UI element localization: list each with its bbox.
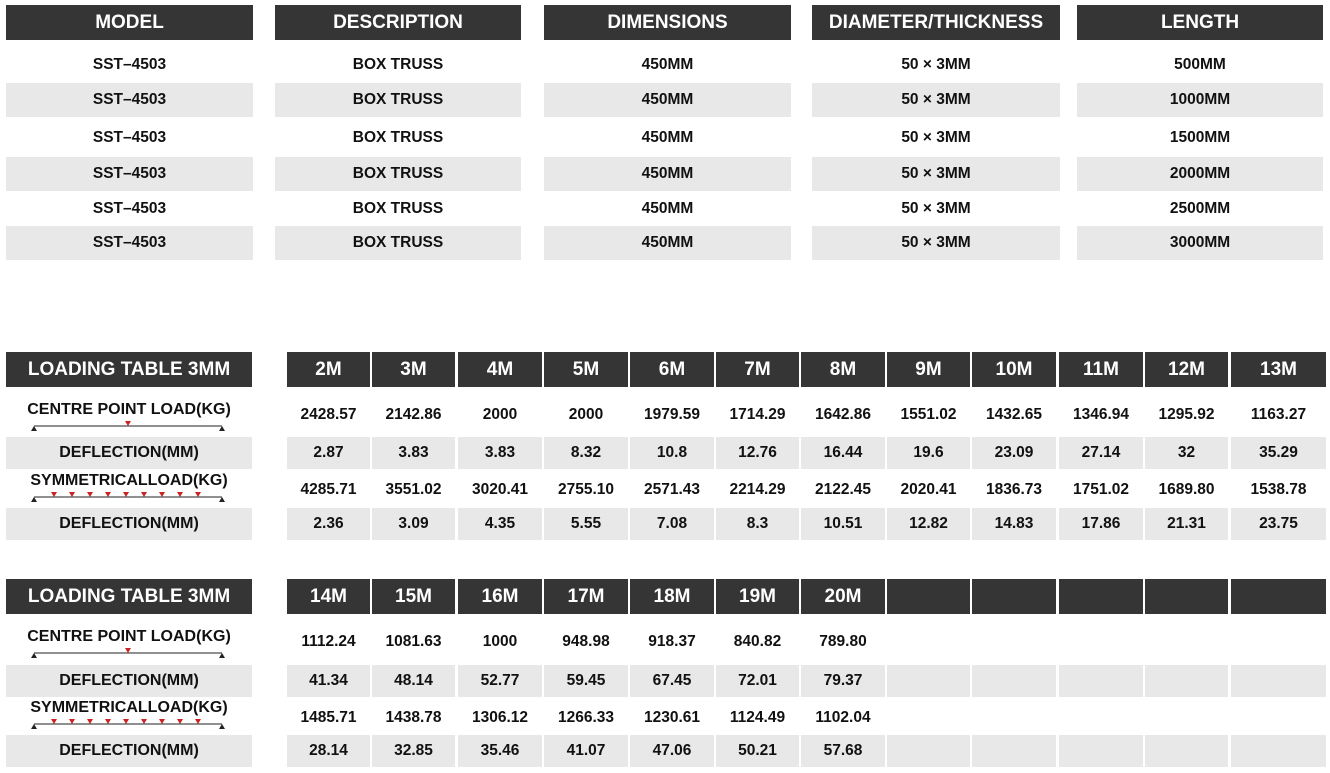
spec-header-length: LENGTH	[1077, 5, 1323, 40]
load-value: 3551.02	[385, 481, 442, 498]
span-header: 7M	[716, 352, 799, 387]
spec-cell-diameter-thickness: 50 × 3MM	[901, 55, 971, 73]
load-value	[1231, 699, 1326, 736]
load-value: 948.98	[562, 633, 610, 650]
row-label: DEFLECTION(MM)	[6, 437, 252, 469]
load-value	[1059, 622, 1143, 662]
load-value: 2142.86	[385, 405, 442, 423]
load-value: 2.36	[287, 508, 370, 540]
load-value: 67.45	[630, 665, 714, 697]
row-label: DEFLECTION(MM)	[6, 735, 252, 767]
spec-cell-length: 1000MM	[1077, 83, 1323, 117]
spec-cell-model: SST–4503	[92, 55, 167, 73]
load-value: 918.37	[648, 633, 696, 650]
load-value	[1059, 735, 1143, 767]
load-value: 14.83	[972, 508, 1056, 540]
load-value: 1124.49	[729, 708, 786, 726]
spec-cell-diameter-thickness: 50 × 3MM	[901, 200, 971, 217]
load-value: 21.31	[1145, 508, 1228, 540]
symmetrical-load-beam-icon	[28, 492, 228, 504]
load-value: 3.83	[372, 437, 455, 469]
spec-cell-length: 2000MM	[1077, 157, 1323, 191]
load-value: 1642.86	[814, 405, 872, 423]
span-header: 20M	[801, 579, 885, 614]
symmetrical-load-beam-icon	[28, 719, 228, 731]
spec-cell-length: 1500MM	[1169, 129, 1231, 146]
load-value: 17.86	[1059, 508, 1143, 540]
load-value: 4.35	[458, 508, 542, 540]
load-value: 12.76	[716, 437, 799, 469]
load-value: 1163.27	[1250, 405, 1307, 423]
spec-cell-description: BOX TRUSS	[275, 83, 521, 117]
spec-cell-dimensions: 450MM	[544, 83, 791, 117]
load-value: 1485.71	[300, 708, 357, 726]
load-value: 1689.80	[1158, 481, 1215, 498]
span-header: 13M	[1231, 352, 1326, 387]
load-value	[972, 622, 1056, 662]
load-value: 2571.43	[643, 481, 701, 498]
load-value: 1295.92	[1158, 405, 1215, 423]
spec-cell-description: BOX TRUSS	[275, 226, 521, 260]
spec-cell-dimensions: 450MM	[544, 226, 791, 260]
load-value: 1836.73	[985, 481, 1043, 498]
span-header	[1059, 579, 1143, 614]
spec-header-diameter-thickness: DIAMETER/THICKNESS	[812, 5, 1060, 40]
spec-cell-length: 2500MM	[1169, 200, 1231, 217]
load-value: 2000	[482, 405, 518, 423]
span-header: 19M	[716, 579, 799, 614]
row-label: CENTRE POINT LOAD(KG)	[27, 401, 231, 418]
span-header	[887, 579, 970, 614]
span-header: 12M	[1145, 352, 1228, 387]
spec-cell-model: SST–4503	[6, 157, 253, 191]
load-value: 3020.41	[471, 481, 529, 498]
span-header: 18M	[630, 579, 714, 614]
load-value: 1751.02	[1072, 481, 1130, 498]
row-label: DEFLECTION(MM)	[6, 665, 252, 697]
load-value: 41.34	[287, 665, 370, 697]
load-value: 840.82	[733, 633, 782, 650]
load-value: 1551.02	[900, 405, 957, 423]
load-value	[1145, 735, 1228, 767]
span-header: 10M	[972, 352, 1056, 387]
load-value: 1000	[482, 633, 518, 650]
load-value: 12.82	[887, 508, 970, 540]
spec-cell-description: BOX TRUSS	[352, 129, 444, 146]
load-value: 1346.94	[1072, 405, 1130, 423]
span-header: 17M	[544, 579, 628, 614]
spec-cell-diameter-thickness: 50 × 3MM	[901, 129, 971, 146]
load-value: 48.14	[372, 665, 455, 697]
load-value: 47.06	[630, 735, 714, 767]
load-value: 789.80	[819, 633, 867, 650]
load-value: 79.37	[801, 665, 885, 697]
load-value	[972, 699, 1056, 736]
spec-cell-length: 500MM	[1174, 55, 1226, 73]
span-header: 9M	[887, 352, 970, 387]
load-value: 1979.59	[643, 405, 701, 423]
row-label: SYMMETRICALLOAD(KG)	[30, 699, 228, 716]
load-value: 32.85	[372, 735, 455, 767]
load-value: 2428.57	[300, 405, 357, 423]
spec-cell-dimensions: 450MM	[544, 157, 791, 191]
spec-cell-description: BOX TRUSS	[352, 200, 444, 217]
load-value	[1231, 622, 1326, 662]
load-value: 1112.24	[301, 633, 356, 650]
spec-cell-diameter-thickness: 50 × 3MM	[812, 157, 1060, 191]
load-value	[1059, 699, 1143, 736]
load-value	[887, 665, 970, 697]
load-value: 1102.04	[815, 708, 871, 726]
load-value: 19.6	[887, 437, 970, 469]
load-value: 52.77	[458, 665, 542, 697]
load-value	[1145, 699, 1228, 736]
load-value: 8.32	[544, 437, 628, 469]
loading-table-title: LOADING TABLE 3MM	[6, 352, 252, 387]
load-value: 50.21	[716, 735, 799, 767]
load-value: 72.01	[716, 665, 799, 697]
span-header: 14M	[287, 579, 370, 614]
load-value: 5.55	[544, 508, 628, 540]
load-value: 1438.78	[385, 708, 442, 726]
load-value	[1145, 665, 1228, 697]
load-value: 1432.65	[985, 405, 1043, 423]
load-value: 1306.12	[471, 708, 529, 726]
span-header: 8M	[801, 352, 885, 387]
spec-cell-description: BOX TRUSS	[352, 55, 444, 73]
load-value: 41.07	[544, 735, 628, 767]
load-value: 3.83	[458, 437, 542, 469]
load-value: 35.46	[458, 735, 542, 767]
span-header: 16M	[458, 579, 542, 614]
spec-header-description: DESCRIPTION	[275, 5, 521, 40]
span-header: 15M	[372, 579, 455, 614]
load-value: 10.51	[801, 508, 885, 540]
row-label: SYMMETRICALLOAD(KG)	[30, 472, 228, 489]
row-label: DEFLECTION(MM)	[6, 508, 252, 540]
load-value: 23.09	[972, 437, 1056, 469]
span-header: 4M	[458, 352, 542, 387]
load-value: 8.3	[716, 508, 799, 540]
load-value	[887, 735, 970, 767]
load-value: 3.09	[372, 508, 455, 540]
load-value: 32	[1145, 437, 1228, 469]
load-value: 1266.33	[557, 708, 615, 726]
span-header: 3M	[372, 352, 455, 387]
load-value: 27.14	[1059, 437, 1143, 469]
load-value	[1231, 735, 1326, 767]
spec-cell-description: BOX TRUSS	[275, 157, 521, 191]
load-value	[1059, 665, 1143, 697]
load-value	[1231, 665, 1326, 697]
spec-cell-model: SST–4503	[6, 226, 253, 260]
load-value: 1714.29	[729, 405, 786, 423]
spec-cell-diameter-thickness: 50 × 3MM	[812, 226, 1060, 260]
load-value: 2.87	[287, 437, 370, 469]
load-value: 57.68	[801, 735, 885, 767]
span-header: 11M	[1059, 352, 1143, 387]
spec-header-dimensions: DIMENSIONS	[544, 5, 791, 40]
spec-cell-model: SST–4503	[6, 83, 253, 117]
load-value: 23.75	[1231, 508, 1326, 540]
span-header: 5M	[544, 352, 628, 387]
load-value: 2122.45	[814, 481, 872, 498]
load-value: 16.44	[801, 437, 885, 469]
load-value	[887, 699, 970, 736]
spec-header-model: MODEL	[6, 5, 253, 40]
load-value: 2000	[568, 405, 604, 423]
centre-load-beam-icon	[28, 421, 228, 433]
load-value	[1145, 622, 1228, 662]
load-value	[972, 735, 1056, 767]
load-value	[972, 665, 1056, 697]
spec-cell-dimensions: 450MM	[641, 129, 694, 146]
row-label: CENTRE POINT LOAD(KG)	[27, 628, 231, 645]
load-value: 1081.63	[385, 633, 442, 650]
load-value: 7.08	[630, 508, 714, 540]
loading-table-title: LOADING TABLE 3MM	[6, 579, 252, 614]
load-value: 2020.41	[900, 481, 957, 498]
load-value: 28.14	[287, 735, 370, 767]
spec-cell-model: SST–4503	[92, 129, 167, 146]
spec-cell-dimensions: 450MM	[641, 55, 694, 73]
span-header: 2M	[287, 352, 370, 387]
load-value: 10.8	[630, 437, 714, 469]
span-header: 6M	[630, 352, 714, 387]
span-header	[972, 579, 1056, 614]
load-value: 59.45	[544, 665, 628, 697]
load-value: 1538.78	[1250, 481, 1307, 498]
load-value: 35.29	[1231, 437, 1326, 469]
load-value	[887, 622, 970, 662]
load-value: 1230.61	[643, 708, 701, 726]
spec-cell-length: 3000MM	[1077, 226, 1323, 260]
spec-cell-model: SST–4503	[92, 200, 167, 217]
span-header	[1145, 579, 1228, 614]
load-value: 2214.29	[729, 481, 786, 498]
span-header	[1231, 579, 1326, 614]
spec-cell-diameter-thickness: 50 × 3MM	[812, 83, 1060, 117]
load-value: 4285.71	[300, 481, 357, 498]
load-value: 2755.10	[557, 481, 615, 498]
spec-cell-dimensions: 450MM	[641, 200, 694, 217]
centre-load-beam-icon	[28, 648, 228, 660]
